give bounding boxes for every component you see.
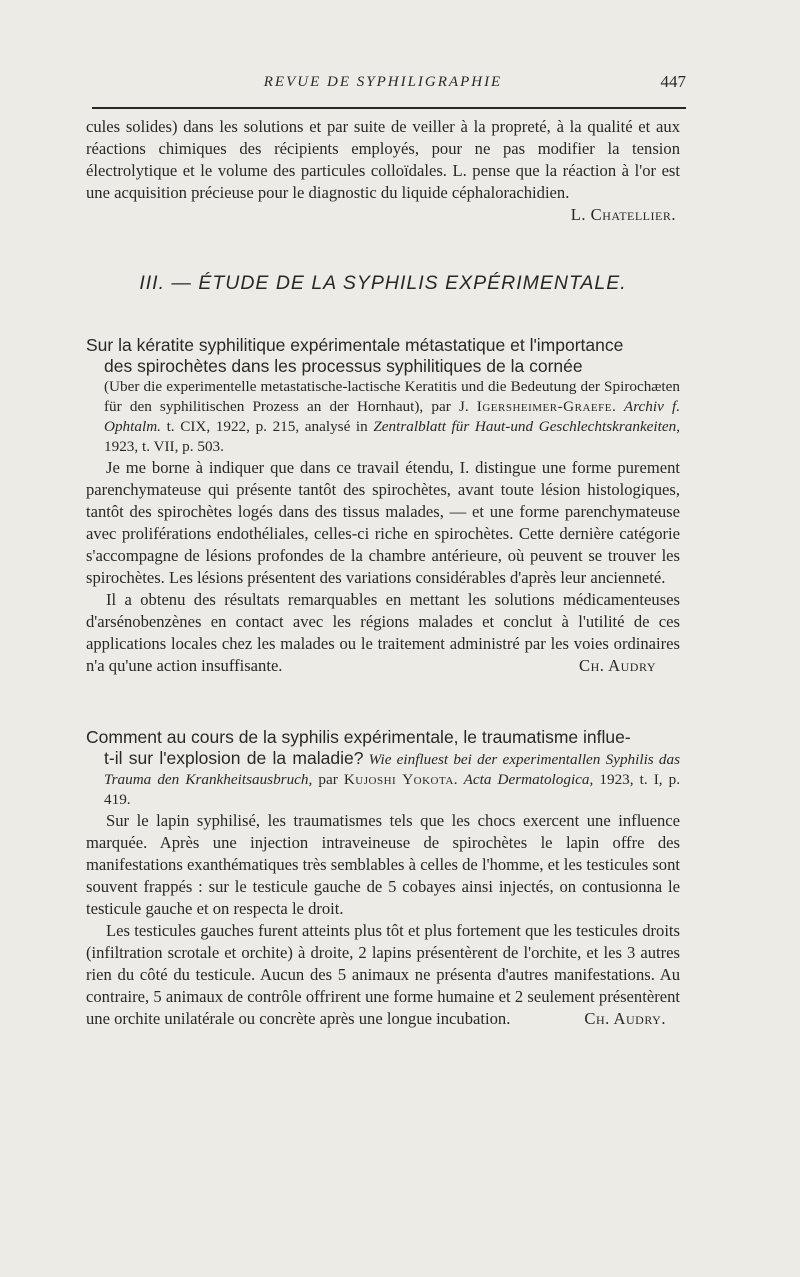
article-title-line: Comment au cours de la syphilis expérimentale, le traumatisme influe- (86, 727, 631, 747)
article-title-line: Sur la kératite syphilitique expérimentale métastatique et l'importance (86, 335, 624, 355)
reference-text: t. CIX, 1922, p. 215, analysé in (160, 418, 374, 435)
reference-text: , 1923, t. VII, p. 503. (104, 418, 680, 455)
body-paragraph: Sur le lapin syphilisé, les traumatismes tels que les chocs exercent une influence marquée. Après une injection intraveineuse de spirochètes le lapin offre des manifestations exanthématiques très semblables à celles de l'homme, et les testicules sont souvent frappés : sur le testicule gauche de 5 cobayes ainsi injectés, on contusionna le testicule gauche et on respecta le droit. (86, 811, 680, 918)
article-1 (86, 335, 680, 677)
article-reference (86, 377, 680, 457)
signature: Ch. Audry (579, 656, 656, 675)
article-reference (86, 748, 680, 810)
body-paragraph: Les testicules gauches furent atteints plus tôt et plus fortement que les testicules droits (infiltration scrotale et orchite) à droite, 2 lapins présentèrent de l'orchite, et les 3 autres rien du côté du testicule. Aucun des 5 animaux ne présenta d'autres manifestations. Au contraire, 5 animaux de contrôle offrirent une forme humaine et 2 seulement présentèrent une orchite unilatérale ou concrète après une longue incubation. (86, 921, 680, 1028)
article-title-line: des spirochètes dans les processus syphilitiques de la cornée (104, 356, 583, 376)
reference-text: par (312, 771, 344, 788)
reference-author: Igersheimer-Graefe (476, 398, 612, 415)
reference-text: , 1923, t. I, p. 419. (104, 771, 680, 808)
reference-author: Kujoshi Yokota (343, 771, 454, 788)
reference-journal: Acta Dermatologica (463, 771, 590, 788)
body-paragraph: Je me borne à indiquer que dans ce travail étendu, I. distingue une forme purement parenchymateuse qui présente tantôt des spirochètes, avant toute lésion histologiques, tantôt des spirochètes logés dans des tissus malades, — et une forme parenchymateuse avec proliférations endothéliales, celles-ci riche en spirochètes. Cette dernière catégorie s'accompagne de lésions profondes de la chambre antérieure, où peuvent se trouver les spirochètes. Les lésions présentent des variations considérables d'après leur ancienneté. (86, 458, 680, 587)
header-rule (92, 107, 686, 109)
intro-signature-line (86, 204, 680, 226)
page-number: 447 (660, 72, 686, 91)
reference-text: . (611, 398, 624, 415)
article-title (86, 335, 680, 377)
reference-text: (Uber die experimentelle metastatische-lactische Keratitis und die Bedeutung der Spirochæten für den syphilitischen Prozess an der Hornhaut), par J. (104, 378, 680, 415)
reference-journal: Archiv f. Ophtalm. (104, 398, 681, 435)
body-paragraph: Il a obtenu des résultats remarquables en mettant les solutions médicamenteuses d'arsénobenzènes en contact avec les régions malades et conclut à l'utilité de ces applications locales chez les malades ou le traitement administré par les voies ordinaires n'a qu'une action insuffisante. (86, 590, 680, 675)
running-head (86, 70, 686, 100)
article-title (86, 727, 680, 748)
reference-journal: Wie einfluest bei der experimentallen Syphilis das Trauma den Krankheitsausbruch, (104, 751, 681, 788)
reference-text: . (453, 771, 464, 788)
intro-paragraph: cules solides) dans les solutions et par suite de veiller à la propreté, à la qualité et aux réactions chimiques des récipients employés, pour ne pas modifier la tension électrolytique et le volume des particules colloïdales. L. pense que la réaction à l'or est une acquisition précieuse pour le diagnostic du liquide céphalorachidien. (86, 117, 680, 202)
article-2 (86, 727, 680, 1030)
running-title: REVUE DE SYPHILIGRAPHIE (263, 74, 503, 90)
article-title-line: t-il sur l'explosion de la maladie? (104, 748, 364, 768)
reference-journal: Zentralblatt für Haut-und Geschlechtskrankeiten (373, 418, 677, 435)
signature: L. Chatellier. (570, 205, 676, 224)
page (86, 70, 686, 1030)
signature: Ch. Audry. (584, 1009, 666, 1028)
section-heading: III. — ÉTUDE DE LA SYPHILIS EXPÉRIMENTALE. (139, 272, 627, 294)
